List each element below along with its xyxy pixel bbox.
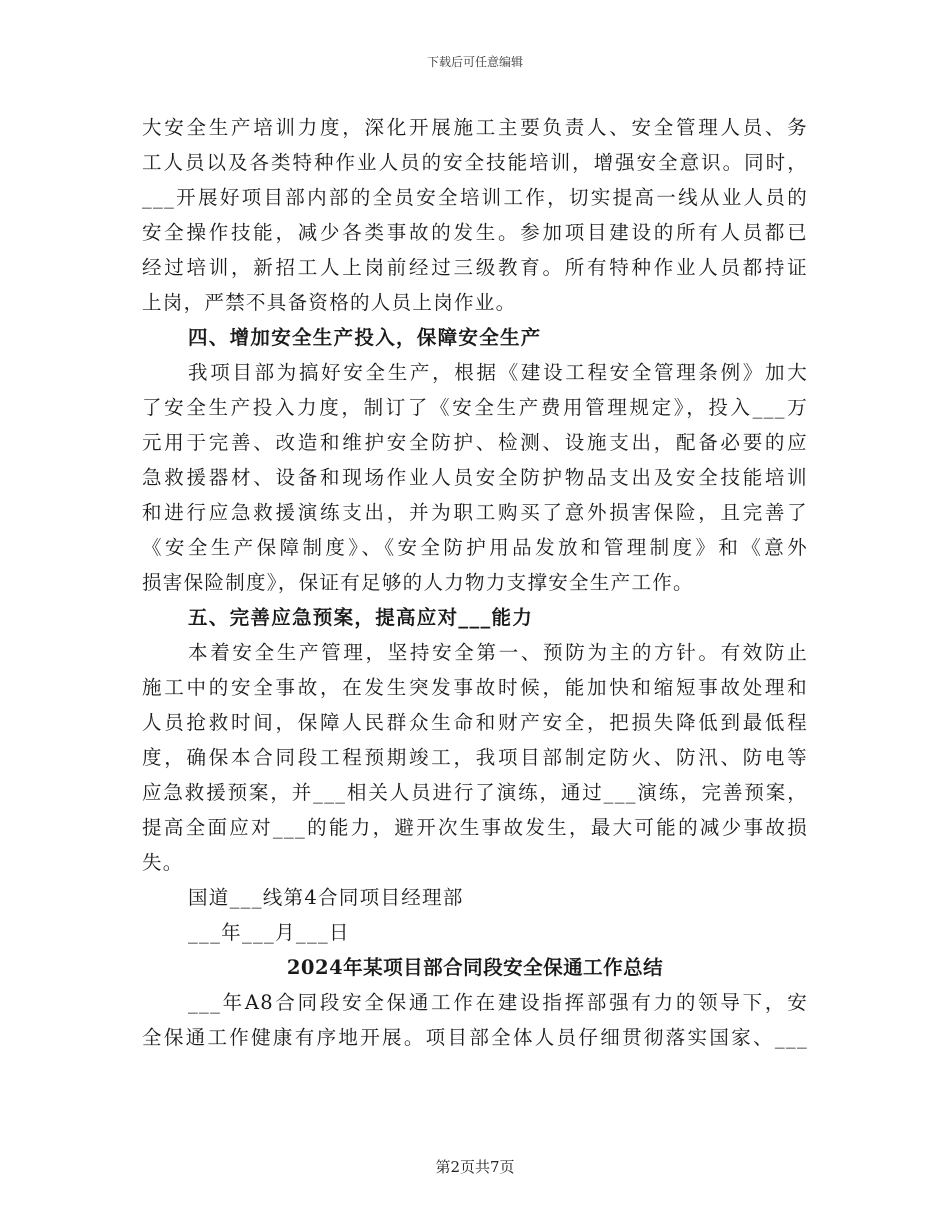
document-title: 2024年某项目部合同段安全保通工作总结 — [286, 956, 664, 979]
paragraph-line: 我项目部为搞好安全生产，根据《建设工程安全管理条例》加大 — [188, 361, 808, 384]
signature-org: 国道___线第4合同项目经理部 — [188, 886, 464, 909]
page-header: 下载后可任意编辑 — [426, 55, 523, 69]
paragraph-line: ___开展好项目部内部的全员安全培训工作，切实提高一线从业人员的 — [142, 186, 808, 209]
paragraph-line: 失。 — [142, 851, 184, 874]
paragraph-line: 安全操作技能，减少各类事故的发生。参加项目建设的所有人员都已 — [142, 221, 808, 244]
paragraph-line: 上岗，严禁不具备资格的人员上岗作业。 — [142, 291, 517, 314]
page-footer: 第2页共7页 — [435, 1158, 515, 1176]
paragraph-line: 应急救援预案，并___相关人员进行了演练，通过___演练，完善预案， — [142, 781, 808, 804]
paragraph-line: 大安全生产培训力度，深化开展施工主要负责人、安全管理人员、务 — [142, 116, 808, 139]
section-heading-5: 五、完善应急预案，提高应对___能力 — [188, 606, 534, 629]
paragraph-line: 损害保险制度》，保证有足够的人力物力支撑安全生产工作。 — [142, 571, 694, 594]
paragraph-line: 急救援器材、设备和现场作业人员安全防护物品支出及安全技能培训 — [142, 466, 808, 489]
paragraph-line: 全保通工作健康有序地开展。项目部全体人员仔细贯彻落实国家、___ — [142, 1026, 808, 1049]
paragraph-line: 人员抢救时间，保障人民群众生命和财产安全，把损失降低到最低程 — [142, 711, 808, 734]
paragraph-line: 工人员以及各类特种作业人员的安全技能培训，增强安全意识。同时， — [142, 151, 808, 174]
section-heading-4: 四、增加安全生产投入，保障安全生产 — [188, 326, 542, 349]
document-body — [142, 110, 808, 1055]
paragraph-line: ___年A8合同段安全保通工作在建设指挥部强有力的领导下，安 — [188, 991, 808, 1014]
paragraph-line: 了安全生产投入力度，制订了《安全生产费用管理规定》，投入___万 — [142, 396, 808, 419]
paragraph-line: 《安全生产保障制度》、《安全防护用品发放和管理制度》和《意外 — [142, 536, 808, 559]
paragraph-line: 提高全面应对___的能力，避开次生事故发生，最大可能的减少事故损 — [142, 816, 808, 839]
paragraph-line: 和进行应急救援演练支出，并为职工购买了意外损害保险，且完善了 — [142, 501, 808, 524]
paragraph-line: 元用于完善、改造和维护安全防护、检测、设施支出，配备必要的应 — [142, 431, 808, 454]
paragraph-line: 施工中的安全事故，在发生突发事故时候，能加快和缩短事故处理和 — [142, 676, 808, 699]
paragraph-line: 本着安全生产管理，坚持安全第一、预防为主的方针。有效防止 — [188, 641, 808, 664]
paragraph-line: 度，确保本合同段工程预期竣工，我项目部制定防火、防汛、防电等 — [142, 746, 808, 769]
signature-date: ___年___月___日 — [188, 921, 350, 944]
paragraph-line: 经过培训，新招工人上岗前经过三级教育。所有特种作业人员都持证 — [142, 256, 808, 279]
